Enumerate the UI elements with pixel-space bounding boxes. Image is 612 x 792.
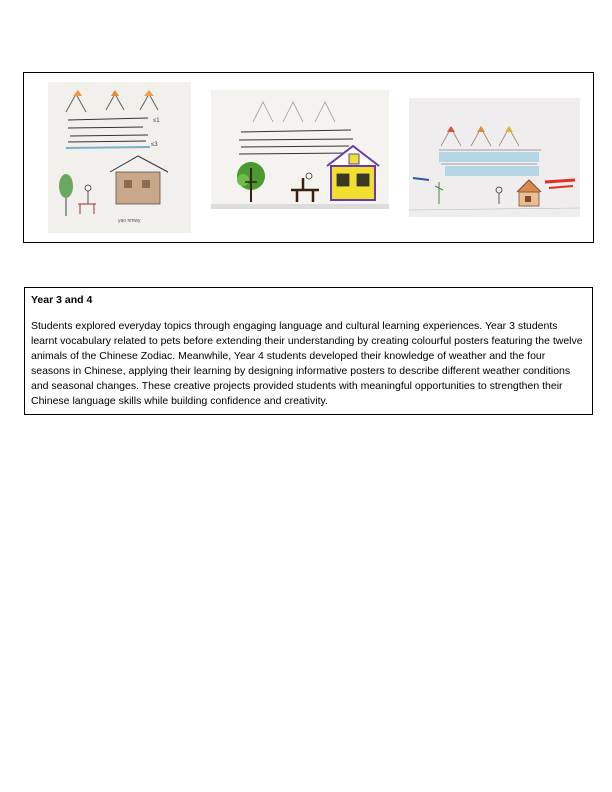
section-heading: Year 3 and 4 [31, 294, 93, 306]
section-body-text: Students explored everyday topics through engaging language and cultural learning experiences. Year 3 students learnt vocabulary related to pets before extending their understanding by creating colourful posters featuring the twelve animals of the Chinese Zodiac. Meanwhile, Year 4 students developed their knowledge of weather and the four seasons in Chinese, applying their learning by designing informative posters to describe different weather conditions and seasonal changes. These creative projects provided students with meaningful opportunities to strengthen their Chinese language skills while building confidence and creativity. [31, 320, 583, 407]
student-drawing-photo-1 [48, 82, 191, 233]
svg-text:≤1: ≤1 [153, 118, 160, 124]
student-drawing-photo-3 [409, 98, 580, 217]
year-3-4-text-panel [24, 287, 593, 415]
svg-text:≤3: ≤3 [151, 142, 158, 148]
student-work-photo-panel [23, 72, 594, 243]
svg-text:yao nmwy: yao nmwy [118, 218, 141, 224]
student-drawing-photo-2 [211, 90, 389, 209]
